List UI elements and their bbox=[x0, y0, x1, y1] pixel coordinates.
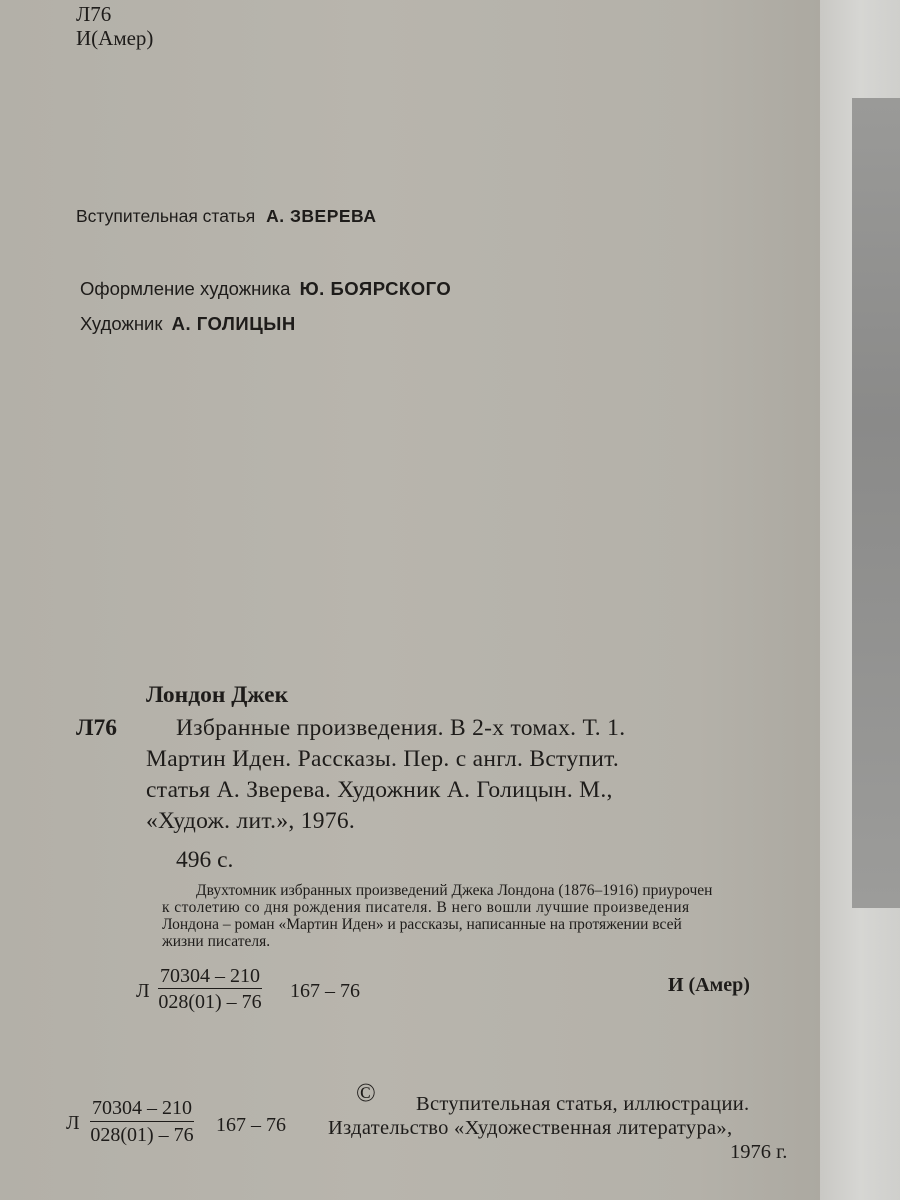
catalog-line-1: Избранные произведения. В 2-х томах. Т. 1. bbox=[176, 715, 626, 741]
catalog-author: Лондон Джек bbox=[146, 682, 289, 708]
copyright-symbol: © bbox=[356, 1078, 376, 1107]
catalog-pages: 496 с. bbox=[176, 847, 234, 873]
catalog-index-right: И (Амер) bbox=[668, 974, 750, 996]
credit-intro-label: Вступительная статья bbox=[76, 206, 256, 226]
credit-design-label: Оформление художника bbox=[80, 278, 291, 299]
catalog-index-fraction bbox=[158, 965, 262, 1013]
bottom-index-fraction bbox=[90, 1097, 194, 1147]
credit-design bbox=[80, 278, 451, 300]
copyright-line-2: Издательство «Художественная литература», bbox=[328, 1117, 733, 1139]
top-code-imer: И(Амер) bbox=[76, 26, 154, 50]
catalog-line-3: статья А. Зверева. Художник А. Голицын. М., bbox=[146, 777, 613, 803]
annotation-line-1: Двухтомник избранных произведений Джека Лондона (1876–1916) приурочен bbox=[196, 882, 713, 899]
credit-design-name: Ю. БОЯРСКОГО bbox=[299, 278, 452, 299]
credit-intro bbox=[76, 206, 376, 227]
top-code-l76: Л76 bbox=[76, 2, 112, 26]
catalog-index-numerator: 70304 – 210 bbox=[160, 965, 260, 987]
credit-artist bbox=[80, 313, 296, 335]
bottom-index-suffix: 167 – 76 bbox=[216, 1114, 286, 1136]
catalog-index-suffix: 167 – 76 bbox=[290, 980, 360, 1002]
catalog-line-4: «Худож. лит.», 1976. bbox=[146, 808, 356, 834]
adjacent-page-illustration bbox=[852, 98, 900, 908]
bottom-index-numerator: 70304 – 210 bbox=[90, 1097, 194, 1122]
annotation-line-4: жизни писателя. bbox=[162, 933, 271, 950]
credit-intro-name: А. ЗВЕРЕВА bbox=[266, 206, 377, 226]
bottom-index-denominator: 028(01) – 76 bbox=[90, 1124, 194, 1146]
catalog-line-2: Мартин Иден. Рассказы. Пер. с англ. Вступит. bbox=[146, 746, 620, 772]
bottom-index-letter: Л bbox=[66, 1112, 80, 1134]
annotation-line-2: к столетию со дня рождения писателя. В него вошли лучшие произведения bbox=[162, 899, 690, 916]
copyright-line-1: Вступительная статья, иллюстрации. bbox=[416, 1093, 750, 1115]
annotation-line-3: Лондона – роман «Мартин Иден» и рассказы, написанные на протяжении всей bbox=[162, 916, 682, 933]
catalog-index-denominator: 028(01) – 76 bbox=[158, 991, 262, 1013]
catalog-code: Л76 bbox=[76, 715, 118, 741]
copyright-line-3: 1976 г. bbox=[730, 1141, 788, 1163]
catalog-index-letter: Л bbox=[136, 980, 150, 1002]
credit-artist-name: А. ГОЛИЦЫН bbox=[171, 313, 296, 334]
credit-artist-label: Художник bbox=[80, 313, 163, 334]
